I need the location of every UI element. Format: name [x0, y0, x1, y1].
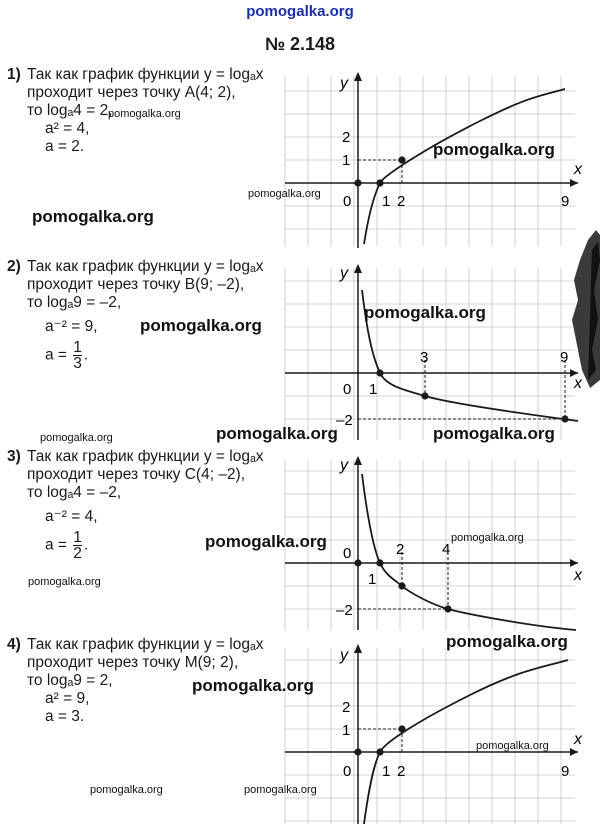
graph-point [398, 582, 405, 589]
solution-number: 1) [7, 66, 21, 83]
watermark: pomogalka.org [244, 784, 317, 796]
solution-line: проходит через точку C(4; –2), [27, 466, 246, 483]
solution-line: Так как график функции y = logₐx [27, 66, 264, 83]
graph-point [398, 725, 405, 732]
solution-line: проходит через точку B(9; –2), [27, 276, 245, 293]
watermark: pomogalka.org [205, 532, 327, 551]
fraction [73, 530, 82, 561]
log-curve [364, 89, 565, 244]
watermark: pomogalka.org [28, 576, 101, 588]
x-tick-label: 0 [343, 763, 352, 780]
watermark: pomogalka.org [476, 740, 549, 752]
solution-line: a² = 9, [45, 690, 90, 707]
watermark: pomogalka.org [248, 188, 321, 200]
grid [285, 648, 575, 824]
graph-2 [280, 260, 586, 444]
solution-number: 3) [7, 448, 21, 465]
graph-point [444, 605, 451, 612]
solution-line: a⁻² = 9, [45, 318, 98, 335]
graph-point [376, 748, 383, 755]
solution-line: то logₐ4 = –2, [27, 484, 122, 501]
x-tick-label: 3 [420, 349, 429, 366]
y-tick-label: 2 [342, 699, 351, 716]
graph-point [354, 748, 361, 755]
solution-line: то logₐ9 = –2, [27, 294, 122, 311]
fraction-numerator: 1 [73, 529, 82, 546]
y-axis-label: y [340, 265, 348, 282]
fraction-numerator: 1 [73, 339, 82, 356]
x-axis-arrow-icon [570, 748, 578, 756]
graph-point [376, 179, 383, 186]
watermark: pomogalka.org [140, 316, 262, 335]
graph-point [354, 559, 361, 566]
grid [285, 460, 575, 630]
y-axis-arrow-icon [354, 644, 362, 653]
y-axis-arrow-icon [354, 264, 362, 273]
solution-line: a² = 4, [45, 120, 90, 137]
x-tick-label: 9 [560, 349, 569, 366]
watermark: pomogalka.org [192, 676, 314, 695]
y-axis-arrow-icon [354, 456, 362, 465]
x-axis-arrow-icon [570, 559, 578, 567]
watermark: pomogalka.org [216, 424, 338, 443]
scan-blot [568, 230, 600, 390]
x-tick-label: 2 [397, 193, 406, 210]
solution-line: то logₐ4 = 2, [27, 102, 113, 119]
y-tick-label: 1 [342, 152, 351, 169]
solution-line: то logₐ9 = 2, [27, 672, 113, 689]
watermark: pomogalka.org [451, 532, 524, 544]
x-tick-label: 0 [343, 193, 352, 210]
solution-line: Так как график функции y = logₐx [27, 258, 264, 275]
grid [285, 76, 575, 246]
y-axis-label: y [340, 457, 348, 474]
solution-line: a = 3. [45, 708, 85, 725]
x-tick-label: 9 [561, 193, 570, 210]
x-tick-label: 2 [397, 763, 406, 780]
x-axis-arrow-icon [570, 179, 578, 187]
solution-line: Так как график функции y = logₐx [27, 448, 264, 465]
watermark: pomogalka.org [90, 784, 163, 796]
fraction-denominator: 3 [73, 355, 82, 372]
y-tick-label: –2 [336, 602, 353, 619]
x-axis-label: x [574, 161, 582, 178]
fraction-end: . [83, 536, 89, 554]
y-axis-arrow-icon [354, 72, 362, 81]
graph-4 [280, 640, 586, 826]
x-tick-label: 1 [369, 381, 378, 398]
x-axis-label: x [574, 375, 582, 392]
y-axis-label: y [340, 75, 348, 92]
graph-point [376, 369, 383, 376]
watermark: pomogalka.org [108, 108, 181, 120]
solution-line: проходит через точку A(4; 2), [27, 84, 236, 101]
graph-point [398, 156, 405, 163]
solution-number: 2) [7, 258, 21, 275]
solution-number: 4) [7, 636, 21, 653]
x-tick-label: 2 [396, 541, 405, 558]
solution-line: Так как график функции y = logₐx [27, 636, 264, 653]
site-header: pomogalka.org [246, 3, 354, 20]
fraction-denominator: 2 [73, 545, 82, 562]
solution-line: a = [45, 536, 67, 554]
solution-line: a⁻² = 4, [45, 508, 98, 525]
solution-2 [7, 258, 297, 371]
y-axis-label: y [340, 647, 348, 664]
watermark: pomogalka.org [446, 632, 568, 651]
solution-line: проходит через точку M(9; 2), [27, 654, 239, 671]
solution-line: a = 2. [45, 138, 85, 155]
fraction-end: . [83, 346, 89, 364]
graph-point [376, 559, 383, 566]
x-tick-label: 0 [343, 545, 352, 562]
graph-point [354, 179, 361, 186]
y-tick-label: –2 [336, 412, 353, 429]
watermark: pomogalka.org [40, 432, 113, 444]
watermark: pomogalka.org [433, 424, 555, 443]
graph-point [421, 392, 428, 399]
watermark: pomogalka.org [433, 140, 555, 159]
x-axis-label: x [574, 567, 582, 584]
graph-point [561, 415, 568, 422]
x-axis-label: x [574, 731, 582, 748]
watermark: pomogalka.org [364, 303, 486, 322]
x-tick-label: 0 [343, 381, 352, 398]
y-tick-label: 1 [342, 722, 351, 739]
y-tick-label: 2 [342, 129, 351, 146]
x-tick-label: 9 [561, 763, 570, 780]
x-tick-label: 1 [382, 763, 391, 780]
solution-line: a = [45, 346, 67, 364]
x-tick-label: 4 [442, 541, 451, 558]
problem-number: № 2.148 [264, 34, 336, 54]
x-tick-label: 1 [368, 571, 377, 588]
fraction [73, 340, 82, 371]
x-tick-label: 1 [382, 193, 391, 210]
watermark: pomogalka.org [32, 207, 154, 226]
